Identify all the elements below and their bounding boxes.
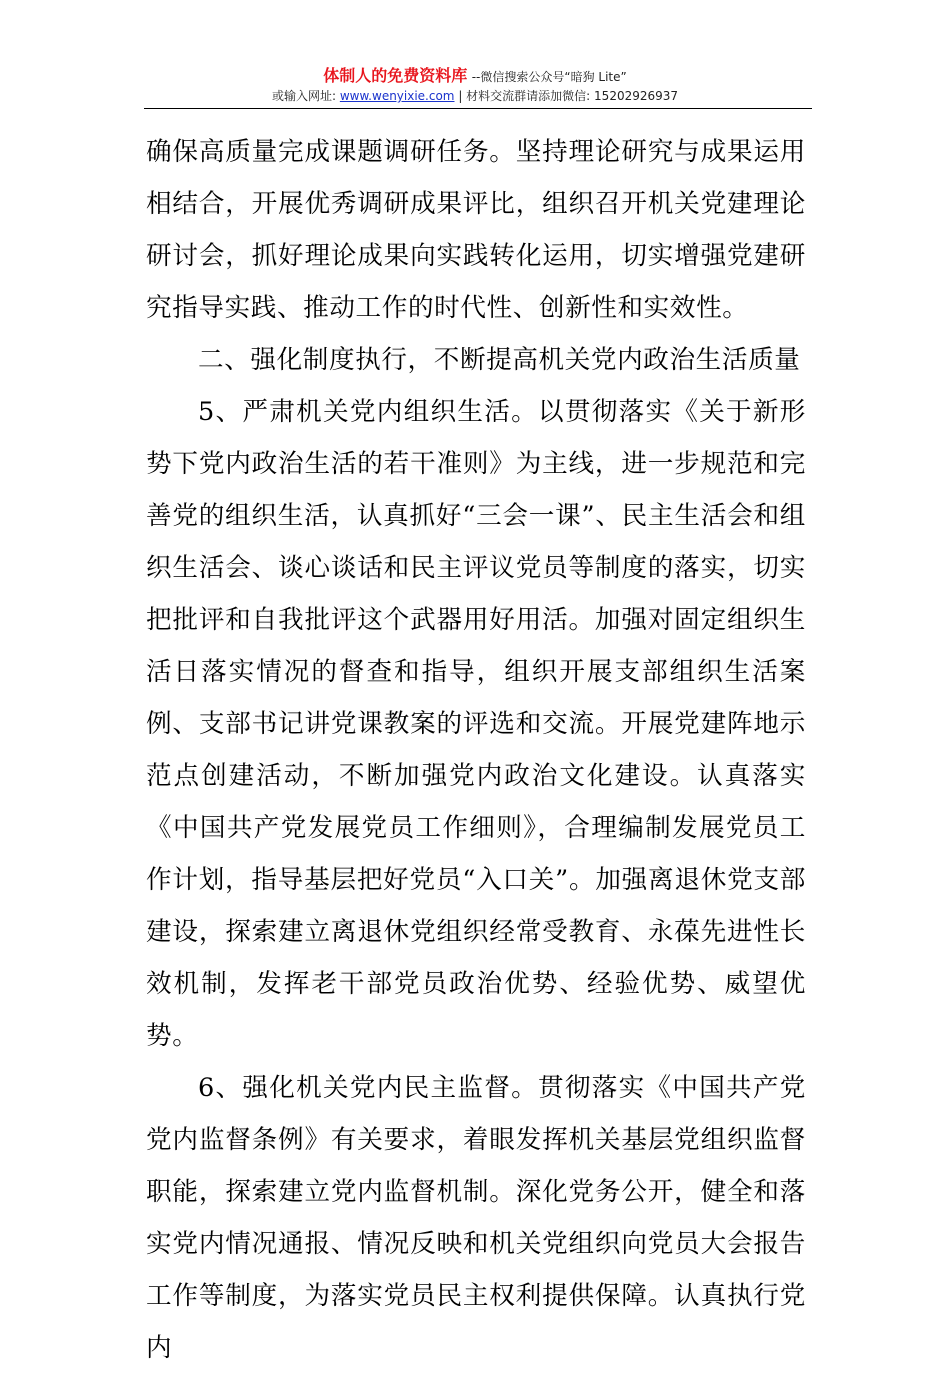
contact-info: | 材料交流群请添加微信: 15202926937 xyxy=(458,89,679,103)
url-prefix: 或输入网址: xyxy=(271,89,337,103)
section-heading: 二、强化制度执行，不断提高机关党内政治生活质量 xyxy=(198,345,801,375)
document-body xyxy=(146,126,806,1374)
header-contact-line xyxy=(0,87,950,105)
header-title-line xyxy=(0,66,950,87)
website-link[interactable]: www.wenyixie.com xyxy=(339,89,455,103)
page-header xyxy=(0,66,950,105)
paragraph-continued: 确保高质量完成课题调研任务。坚持理论研究与成果运用相结合，开展优秀调研成果评比，组织召开机关党建理论研讨会，抓好理论成果向实践转化运用，切实增强党建研究指导实践、推动工作的时代性、创新性和实效性。 xyxy=(146,137,806,323)
paragraph-item-6: 6、强化机关党内民主监督。贯彻落实《中国共产党党内监督条例》有关要求，着眼发挥机关基层党组织监督职能，探索建立党内监督机制。深化党务公开，健全和落实党内情况通报、情况反映和机关党组织向党员大会报告工作等制度，为落实党员民主权利提供保障。认真执行党内 xyxy=(146,1073,806,1363)
wechat-hint: --微信搜索公众号“暗狗 Lite” xyxy=(471,70,627,84)
brand-name: 体制人的免费资料库 xyxy=(323,66,468,85)
header-divider xyxy=(144,108,812,109)
paragraph-item-5: 5、严肃机关党内组织生活。以贯彻落实《关于新形势下党内政治生活的若干准则》为主线，进一步规范和完善党的组织生活，认真抓好“三会一课”、民主生活会和组织生活会、谈心谈话和民主评议党员等制度的落实，切实把批评和自我批评这个武器用好用活。加强对固定组织生活日落实情况的督查和指导，组织开展支部组织生活案例、支部书记讲党课教案的评选和交流。开展党建阵地示范点创建活动，不断加强党内政治文化建设。认真落实《中国共产党发展党员工作细则》，合理编制发展党员工作计划，指导基层把好党员“入口关”。加强离退休党支部建设，探索建立离退休党组织经常受教育、永葆先进性长效机制，发挥老干部党员政治优势、经验优势、威望优势。 xyxy=(146,397,806,1051)
